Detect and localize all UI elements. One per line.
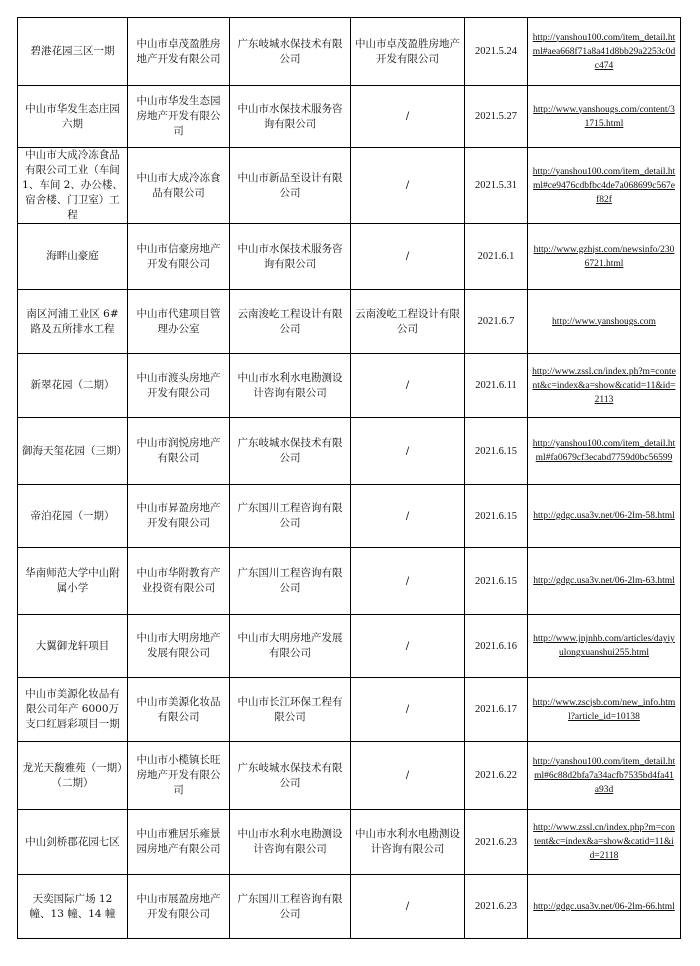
monitor-cell: / [351,148,465,224]
url-link-cell[interactable]: http://gdgc.usa3v.net/06-2lm-66.html [528,875,681,939]
developer-cell: 中山市雅居乐雍景园房地产有限公司 [128,810,230,875]
table-row [18,86,681,148]
developer-cell: 中山市华发生态园房地产开发有限公司 [128,86,230,148]
agency-cell: 中山市水利水电勘测设计咨询有限公司 [230,354,351,418]
table-row [18,148,681,224]
monitor-cell: / [351,224,465,290]
developer-cell: 中山市华附教育产业投资有限公司 [128,548,230,615]
developer-cell: 中山市信豪房地产开发有限公司 [128,224,230,290]
table-row [18,418,681,485]
date-cell: 2021.6.11 [465,354,528,418]
agency-cell: 云南浚屹工程设计有限公司 [230,290,351,354]
monitor-cell: 中山市卓茂盈胜房地产开发有限公司 [351,18,465,86]
url-link-cell[interactable]: http://www.zssl.cn/index.php?m=content&c=index&a=show&catid=11&id=2118 [528,810,681,875]
agency-cell: 广东岐城水保技术有限公司 [230,418,351,485]
date-cell: 2021.6.15 [465,485,528,548]
developer-cell: 中山市大明房地产发展有限公司 [128,615,230,678]
date-cell: 2021.6.15 [465,548,528,615]
developer-cell: 中山市代建项目管理办公室 [128,290,230,354]
developer-cell: 中山市渡头房地产开发有限公司 [128,354,230,418]
project-name-cell: 中山市大成冷冻食品有限公司工业（车间 1、车间 2、办公楼、宿舍楼、门卫室）工程 [18,148,128,224]
agency-cell: 中山市大明房地产发展有限公司 [230,615,351,678]
date-cell: 2021.6.15 [465,418,528,485]
agency-cell: 广东岐城水保技术有限公司 [230,18,351,86]
monitor-cell: 云南浚屹工程设计有限公司 [351,290,465,354]
table-row [18,224,681,290]
url-link-cell[interactable]: http://www.gzhjst.com/newsinfo/2306721.html [528,224,681,290]
monitor-cell: / [351,485,465,548]
project-name-cell: 帝泊花园（一期） [18,485,128,548]
date-cell: 2021.6.22 [465,742,528,810]
date-cell: 2021.5.31 [465,148,528,224]
date-cell: 2021.6.23 [465,810,528,875]
url-link-cell[interactable]: http://yanshou100.com/item_detail.html#fa0679cf3ecabd7759d0bc56599 [528,418,681,485]
agency-cell: 中山市长江环保工程有限公司 [230,678,351,742]
date-cell: 2021.6.17 [465,678,528,742]
developer-cell: 中山市昇盈房地产开发有限公司 [128,485,230,548]
monitor-cell: / [351,354,465,418]
table-row [18,548,681,615]
project-name-cell: 海畔山豪庭 [18,224,128,290]
url-link-cell[interactable]: http://yanshou100.com/item_detail.html#aea668f71a8a41d8bb29a2253c0dc474 [528,18,681,86]
developer-cell: 中山市美源化妆品有限公司 [128,678,230,742]
table-row [18,485,681,548]
project-name-cell: 新翠花园（二期） [18,354,128,418]
project-name-cell: 中山剑桥郡花园七区 [18,810,128,875]
agency-cell: 中山市新品至设计有限公司 [230,148,351,224]
project-name-cell: 天奕国际广场 12 幢、13 幢、14 幢 [18,875,128,939]
date-cell: 2021.5.27 [465,86,528,148]
developer-cell: 中山市小榄镇长旺房地产开发有限公司 [128,742,230,810]
table-row [18,810,681,875]
date-cell: 2021.5.24 [465,18,528,86]
agency-cell: 广东国川工程咨询有限公司 [230,875,351,939]
monitor-cell: / [351,418,465,485]
monitor-cell: / [351,615,465,678]
table-row [18,615,681,678]
developer-cell: 中山市卓茂盈胜房地产开发有限公司 [128,18,230,86]
url-link-cell[interactable]: http://gdgc.usa3v.net/06-2lm-58.html [528,485,681,548]
table-row [18,742,681,810]
agency-cell: 中山市水保技术服务咨询有限公司 [230,224,351,290]
table-row [18,18,681,86]
monitor-cell: / [351,742,465,810]
project-name-cell: 龙光天馥雅苑（一期）（二期） [18,742,128,810]
developer-cell: 中山市展盈房地产开发有限公司 [128,875,230,939]
date-cell: 2021.6.7 [465,290,528,354]
project-name-cell: 大翼御龙轩项目 [18,615,128,678]
table-row [18,354,681,418]
agency-cell: 广东国川工程咨询有限公司 [230,485,351,548]
url-link-cell[interactable]: http://www.yanshougs.com [528,290,681,354]
date-cell: 2021.6.1 [465,224,528,290]
acceptance-records-table [17,17,681,939]
url-link-cell[interactable]: http://yanshou100.com/item_detail.html#ce9476cdbfbc4de7a068699c567ef82f [528,148,681,224]
agency-cell: 广东国川工程咨询有限公司 [230,548,351,615]
project-name-cell: 御海天玺花园（三期） [18,418,128,485]
project-name-cell: 中山市美源化妆品有限公司年产 6000万支口红唇彩项目一期 [18,678,128,742]
agency-cell: 中山市水保技术服务咨询有限公司 [230,86,351,148]
table-row [18,678,681,742]
url-link-cell[interactable]: http://www.jnjnhb.com/articles/dayiyulongxuanshui255.html [528,615,681,678]
monitor-cell: / [351,678,465,742]
date-cell: 2021.6.23 [465,875,528,939]
url-link-cell[interactable]: http://www.zssl.cn/index.ph?m=content&c=index&a=show&catid=11&id=2113 [528,354,681,418]
project-name-cell: 碧港花园三区一期 [18,18,128,86]
monitor-cell: 中山市水利水电勘测设计咨询有限公司 [351,810,465,875]
agency-cell: 广东岐城水保技术有限公司 [230,742,351,810]
date-cell: 2021.6.16 [465,615,528,678]
monitor-cell: / [351,875,465,939]
project-name-cell: 南区河浦工业区 6#路及五所排水工程 [18,290,128,354]
url-link-cell[interactable]: http://yanshou100.com/item_detail.html#6c88d2bfa7a34acfb7535bd4fa41a93d [528,742,681,810]
developer-cell: 中山市大成冷冻食品有限公司 [128,148,230,224]
agency-cell: 中山市水利水电勘测设计咨询有限公司 [230,810,351,875]
url-link-cell[interactable]: http://www.zscjsb.com/new_info.html?article_id=10138 [528,678,681,742]
url-link-cell[interactable]: http://gdgc.usa3v.net/06-2lm-63.html [528,548,681,615]
monitor-cell: / [351,548,465,615]
url-link-cell[interactable]: http://www.yanshougs.com/content/31715.html [528,86,681,148]
monitor-cell: / [351,86,465,148]
table-row [18,290,681,354]
developer-cell: 中山市润悦房地产有限公司 [128,418,230,485]
project-name-cell: 华南师范大学中山附属小学 [18,548,128,615]
project-name-cell: 中山市华发生态庄园六期 [18,86,128,148]
table-row [18,875,681,939]
